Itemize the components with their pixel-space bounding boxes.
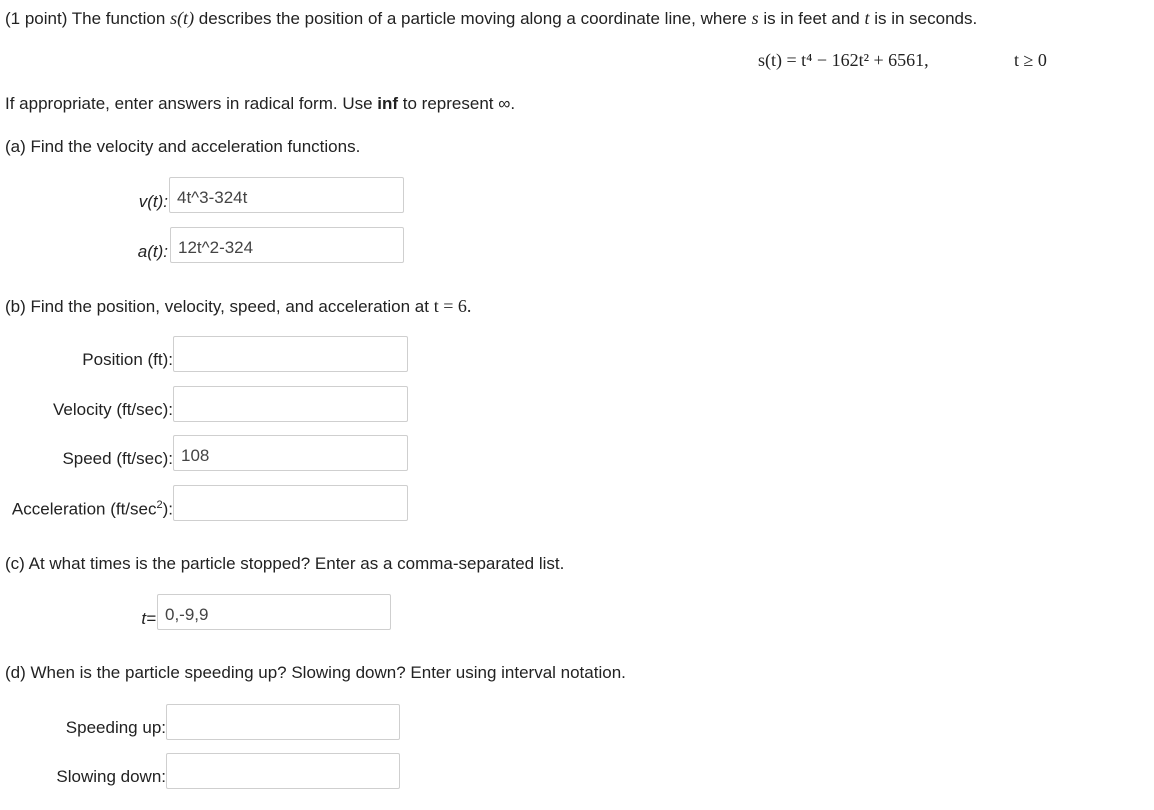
part-a-heading: (a) Find the velocity and acceleration functions. — [5, 137, 361, 156]
position-label: Position (ft): — [82, 350, 173, 369]
speeding-up-input[interactable] — [166, 704, 400, 740]
acceleration-input[interactable] — [173, 485, 408, 521]
intro-middle: describes the position of a particle moving along a coordinate line, where — [194, 9, 752, 28]
instruction-suffix: to represent ∞. — [398, 94, 516, 113]
acceleration-function-input[interactable] — [170, 227, 404, 263]
stopped-times-label: t= — [141, 609, 156, 628]
speed-input[interactable] — [173, 435, 408, 471]
part-b-heading — [5, 296, 471, 317]
domain-condition: t ≥ 0 — [1014, 50, 1047, 70]
slowing-down-input[interactable] — [166, 753, 400, 789]
stopped-times-input[interactable] — [157, 594, 391, 630]
position-formula: s(t) = t⁴ − 162t² + 6561, — [758, 50, 929, 70]
speed-label: Speed (ft/sec): — [62, 449, 173, 468]
velocity-function-input[interactable] — [169, 177, 404, 213]
instruction-keyword: inf — [377, 94, 399, 113]
velocity-label: Velocity (ft/sec): — [53, 400, 173, 419]
intro-function: s(t) — [170, 8, 195, 28]
acceleration-label-exponent: 2 — [156, 499, 163, 511]
part-b-heading-text: (b) Find the position, velocity, speed, and acceleration at — [5, 297, 434, 316]
acceleration-label-suffix: ): — [162, 499, 173, 519]
part-b-heading-math: t = 6. — [433, 296, 472, 316]
instruction-prefix: If appropriate, enter answers in radical form. Use — [5, 94, 378, 113]
intro-prefix: (1 point) The function — [5, 9, 171, 28]
slowing-down-label: Slowing down: — [56, 767, 166, 786]
instruction-text — [5, 94, 515, 114]
speeding-up-label: Speeding up: — [65, 718, 166, 737]
intro-s: s — [751, 8, 759, 28]
velocity-function-label: v(t): — [138, 192, 168, 211]
acceleration-label-text: Acceleration (ft/sec — [11, 499, 157, 519]
part-d-heading: (d) When is the particle speeding up? Slowing down? Enter using interval notation. — [5, 663, 626, 682]
part-c-heading: (c) At what times is the particle stopped? Enter as a comma-separated list. — [5, 554, 565, 573]
acceleration-function-label: a(t): — [137, 242, 168, 261]
acceleration-label — [12, 499, 173, 520]
problem-intro — [5, 8, 977, 29]
position-input[interactable] — [173, 336, 408, 372]
intro-seconds: is in seconds. — [869, 9, 978, 28]
intro-feet: is in feet and — [758, 9, 865, 28]
velocity-input[interactable] — [173, 386, 408, 422]
intro-t: t — [864, 8, 870, 28]
